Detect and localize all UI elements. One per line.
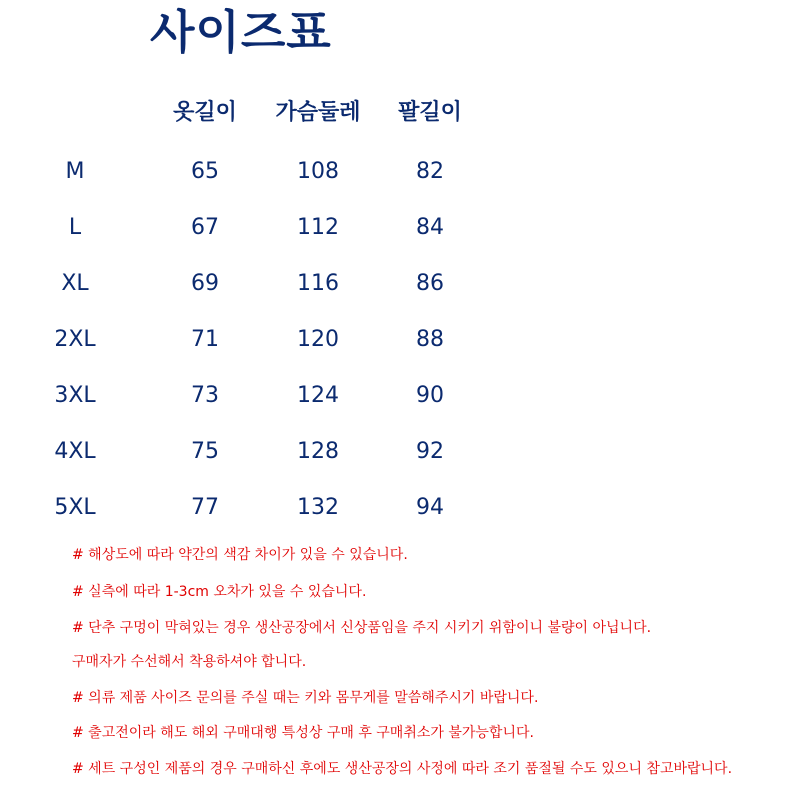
header-chest: 가슴둘레: [275, 100, 361, 125]
length-value: 71: [191, 327, 219, 352]
sleeve-value: 92: [416, 439, 444, 464]
size-label: L: [68, 215, 82, 240]
note-size-inquiry: # 의류 제품 사이즈 문의를 주실 때는 키와 몸무게를 말씀해주시기 바랍니다.: [72, 690, 539, 706]
length-value: 75: [191, 439, 219, 464]
length-value: 67: [191, 215, 219, 240]
chest-value: 112: [297, 215, 339, 240]
size-label: XL: [61, 271, 89, 296]
sleeve-value: 88: [416, 327, 444, 352]
chest-value: 124: [297, 383, 339, 408]
header-sleeve: 팔길이: [398, 100, 462, 125]
size-label: 2XL: [54, 327, 96, 352]
size-label: 4XL: [54, 439, 96, 464]
length-value: 69: [191, 271, 219, 296]
note-button-holes: # 단추 구멍이 막혀있는 경우 생산공장에서 신상품임을 주지 시키기 위함이니 불량이 아닙니다.: [72, 620, 652, 636]
length-value: 73: [191, 383, 219, 408]
size-label: 5XL: [54, 495, 96, 520]
page-title: 사이즈표: [150, 5, 332, 59]
sleeve-value: 82: [416, 159, 444, 184]
size-label: M: [65, 159, 85, 184]
chest-value: 120: [297, 327, 339, 352]
chest-value: 108: [297, 159, 339, 184]
chest-value: 132: [297, 495, 339, 520]
sleeve-value: 94: [416, 495, 444, 520]
size-label: 3XL: [54, 383, 96, 408]
header-length: 옷길이: [173, 100, 237, 125]
note-early-soldout: # 세트 구성인 제품의 경우 구매하신 후에도 생산공장의 사정에 따라 조기 품절될 수도 있으니 참고바랍니다.: [72, 761, 733, 777]
note-color-difference: # 해상도에 따라 약간의 색감 차이가 있을 수 있습니다.: [72, 547, 408, 563]
length-value: 65: [191, 159, 219, 184]
chest-value: 128: [297, 439, 339, 464]
sleeve-value: 86: [416, 271, 444, 296]
chest-value: 116: [297, 271, 339, 296]
sleeve-value: 90: [416, 383, 444, 408]
note-no-cancellation: # 출고전이라 해도 해외 구매대행 특성상 구매 후 구매취소가 불가능합니다.: [72, 725, 534, 741]
note-measurement-error: # 실측에 따라 1-3cm 오차가 있을 수 있습니다.: [72, 584, 367, 600]
sleeve-value: 84: [416, 215, 444, 240]
length-value: 77: [191, 495, 219, 520]
note-alteration: 구매자가 수선해서 착용하셔야 합니다.: [72, 654, 307, 670]
